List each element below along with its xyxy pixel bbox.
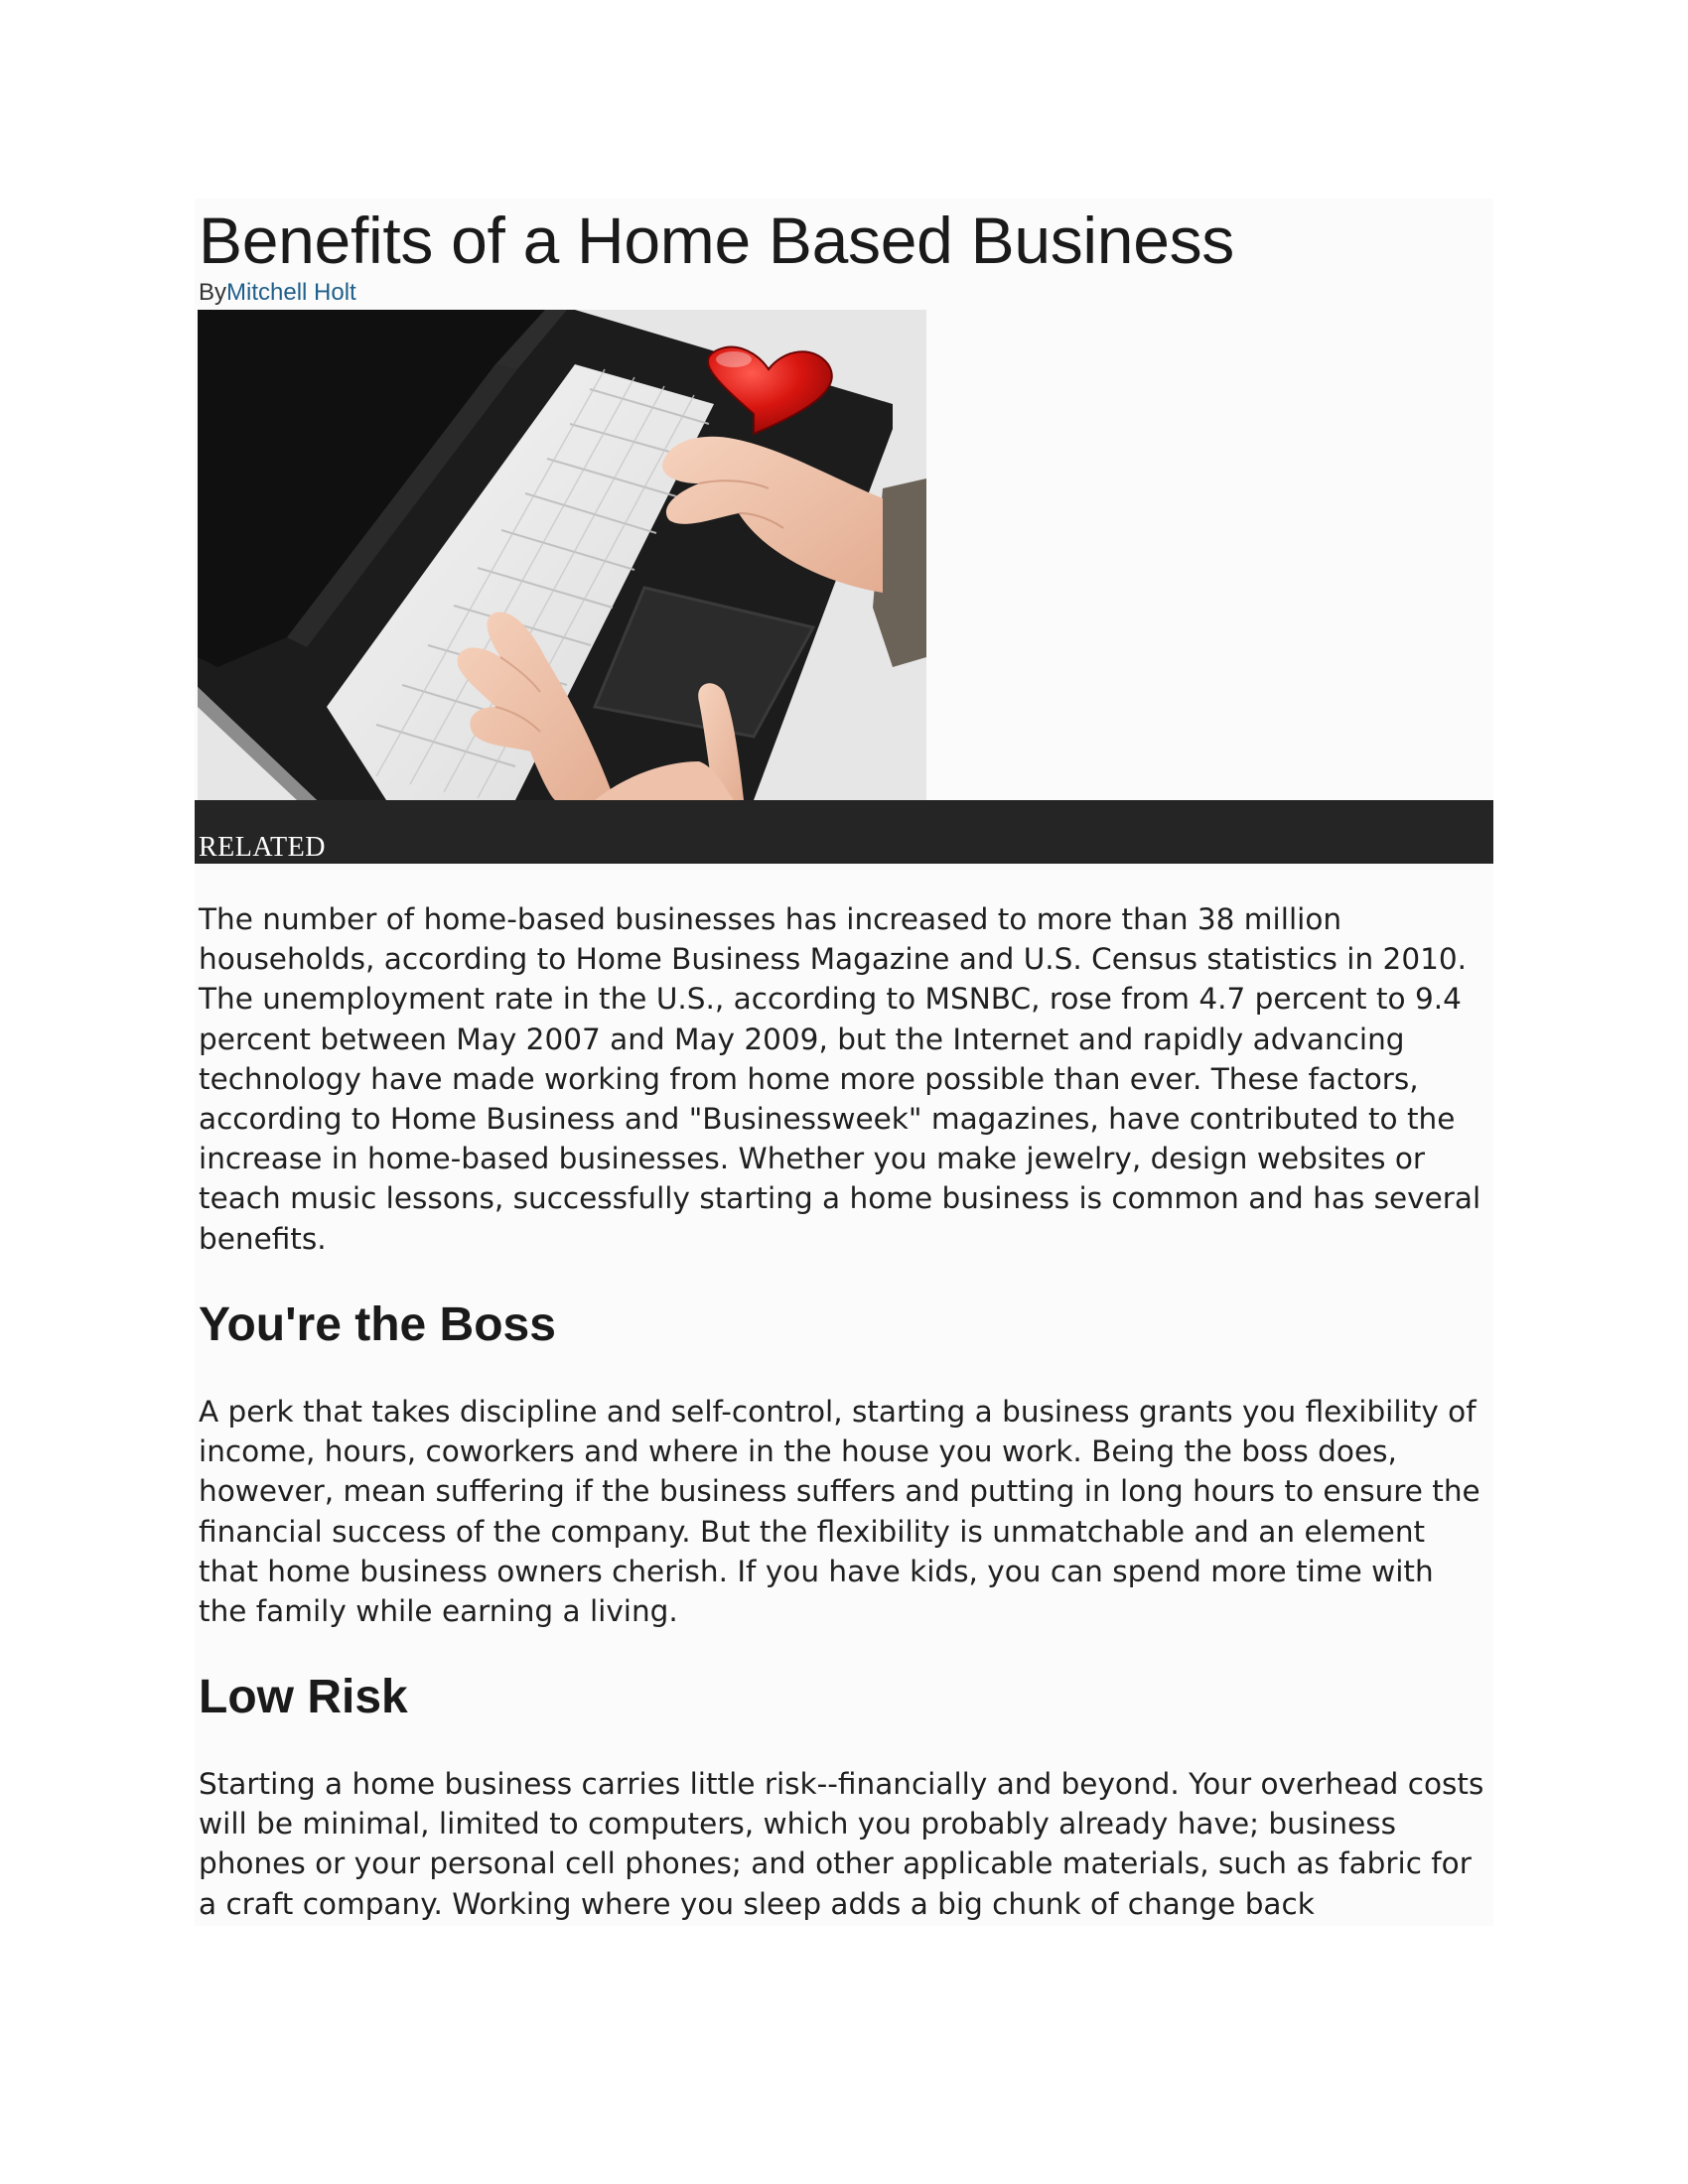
heading-youre-the-boss: You're the Boss	[199, 1298, 556, 1351]
risk-paragraph: Starting a home business carries little risk--financially and beyond. Your overhead costs will be minimal, limited to computers, which you probably already have; business phones or your personal cell phones; and other applicable materials, such as fabric for a craft company. Working where you sleep adds a big chunk of change back	[199, 1767, 1484, 1921]
intro-paragraph: The number of home-based businesses has increased to more than 38 million households, according to Home Business Magazine and U.S. Census statistics in 2010. The unemployment rate in the U.S., according to MSNBC, rose from 4.7 percent to 9.4 percent between May 2007 and May 2009, but the Internet and rapidly advancing technology have made working from home more possible than ever. These factors, according to Home Business and "Businessweek" magazines, have contributed to the increase in home-based businesses. Whether you make jewelry, design websites or teach music lessons, successfully starting a home business is common and has several benefits.	[199, 902, 1481, 1256]
heading-low-risk: Low Risk	[199, 1671, 408, 1723]
byline	[199, 278, 356, 308]
hero-image-laptop-hands-heart	[198, 310, 926, 800]
related-bar	[195, 800, 1493, 864]
related-label: RELATED	[199, 832, 326, 863]
article-page	[195, 199, 1493, 1926]
article-title: Benefits of a Home Based Business	[199, 204, 1235, 277]
author-link[interactable]: Mitchell Holt	[226, 279, 356, 306]
byline-prefix: By	[199, 279, 227, 306]
boss-paragraph: A perk that takes discipline and self-control, starting a business grants you flexibility of income, hours, coworkers and where in the house you work. Being the boss does, however, mean suffering if the business suffers and putting in long hours to ensure the financial success of the company. But the flexibility is unmatchable and an element that home business owners cherish. If you have kids, you can spend more time with the family while earning a living.	[199, 1395, 1480, 1629]
